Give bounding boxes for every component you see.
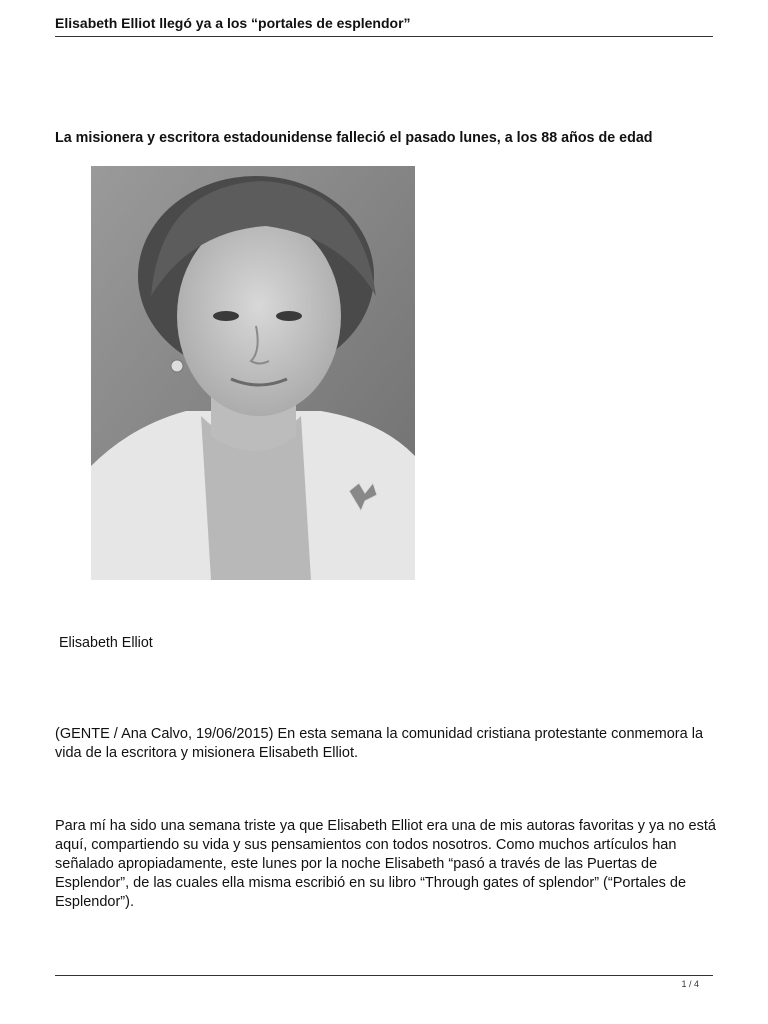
article-paragraph: Para mí ha sido una semana triste ya que Elisabeth Elliot era una de mis autoras favoritas y ya no está aquí, compartiendo su vida y sus pensamientos con todos nosotros. Como muchos artículos han señalado apropiadamente, este lunes por la noche Elisabeth “pasó a través de las Puertas de Esplendor”, de las cuales ella misma escribió en su libro “Through gates of splendor” (“Portales de Esplendor”).	[55, 818, 716, 910]
portrait-photo	[91, 166, 415, 580]
article-subtitle: La misionera y escritora estadounidense falleció el pasado lunes, a los 88 años de edad	[55, 130, 653, 146]
page-number: 1 / 4	[681, 979, 699, 989]
header-divider	[55, 36, 713, 37]
article-paragraph: (GENTE / Ana Calvo, 19/06/2015) En esta semana la comunidad cristiana protestante conmemora la vida de la escritora y misionera Elisabeth Elliot.	[55, 726, 704, 761]
photo-caption: Elisabeth Elliot	[59, 635, 153, 651]
footer-divider	[55, 975, 713, 976]
running-header: Elisabeth Elliot llegó ya a los “portales de esplendor”	[55, 15, 411, 31]
